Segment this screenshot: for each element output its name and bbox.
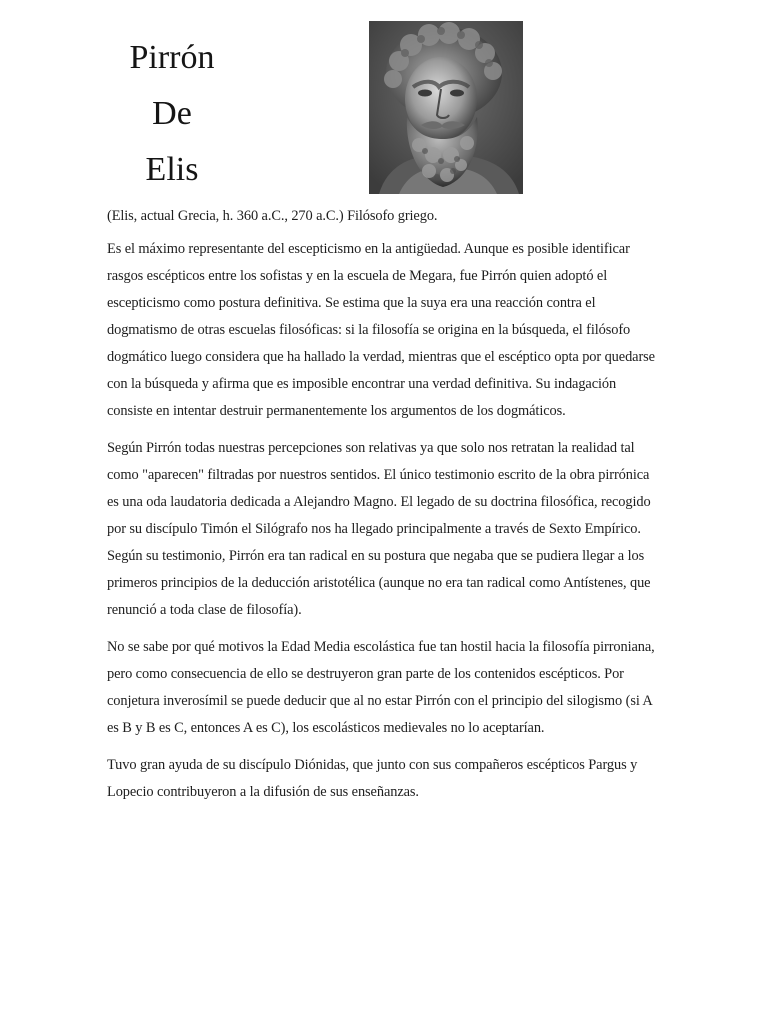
body-paragraph-1: Es el máximo representante del escepticismo en la antigüedad. Aunque es posible identificar rasgos escépticos entre los sofistas y en la escuela de Megara, fue Pirrón quien adoptó el escepticismo como postura definitiva. Se estima que la suya era una reacción contra el dogmatismo de otras escuelas filosóficas: si la filosofía se origina en la búsqueda, el filósofo dogmático luego considera que ha hallado la verdad, mientras que el escéptico opta por quedarse con la búsqueda y afirma que es imposible encontrar una verdad definitiva. Su indagación consiste en intentar destruir permanentemente los argumentos de los dogmáticos. <box>107 241 655 419</box>
body-paragraph-4: Tuvo gran ayuda de su discípulo Diónidas, que junto con sus compañeros escépticos Pargus y Lopecio contribuyeron a la difusión de sus enseñanzas. <box>107 757 638 800</box>
intro-paragraph: (Elis, actual Grecia, h. 360 a.C., 270 a.C.) Filósofo griego. <box>107 208 438 224</box>
document-body <box>107 203 663 816</box>
body-paragraph-2: Según Pirrón todas nuestras percepciones son relativas ya que solo nos retratan la realidad tal como "aparecen" filtradas por nuestros sentidos. El único testimonio escrito de la obra pirrónica es una oda laudatoria dedicada a Alejandro Magno. El legado de su doctrina filosófica, recogido por su discípulo Timón el Silógrafo nos ha llegado principalmente a través de Sexto Empírico. Según su testimonio, Pirrón era tan radical en su postura que negaba que se pudiera llegar a los primeros principios de la deducción aristotélica (aunque no era tan radical como Antístenes, que renunció a toda clase de filosofía). <box>107 440 651 618</box>
title-line-2: De <box>152 95 192 132</box>
body-paragraph-3: No se sabe por qué motivos la Edad Media escolástica fue tan hostil hacia la filosofía pirroniana, pero como consecuencia de ello se destruyeron gran parte de los contenidos escépticos. Por conjetura inverosímil se puede deducir que al no estar Pirrón con el principio del silogismo (si A es B y B es C, entonces A es C), los escolásticos medievales no lo aceptarían. <box>107 639 655 736</box>
title-line-3: Elis <box>145 151 199 188</box>
title-line-1: Pirrón <box>129 39 215 76</box>
portrait-bust-image <box>369 21 523 194</box>
document-title <box>112 30 232 198</box>
